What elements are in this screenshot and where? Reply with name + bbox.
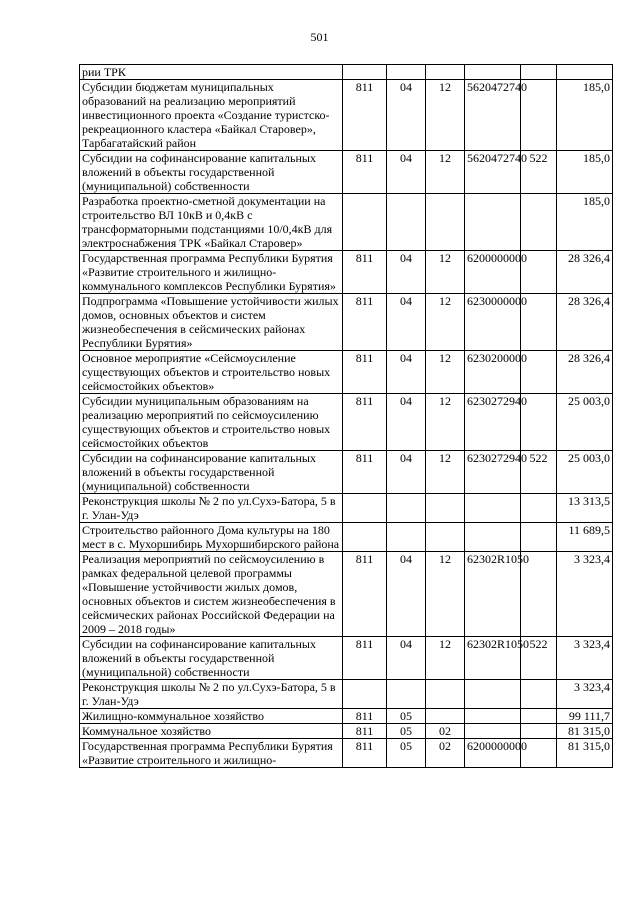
target-article-code: 6230000000 [465,294,521,351]
budget-item-name: Реконструкция школы № 2 по ул.Сухэ-Батора, 5 в г. Улан-Удэ [80,494,343,523]
subsection-code [426,65,465,80]
subsection-code: 12 [426,637,465,680]
amount: 3 323,4 [557,552,613,637]
section-code: 04 [387,294,426,351]
budget-item-name: Основное мероприятие «Сейсмоусиление существующих объектов и строительство новых сейсмостойких объектов» [80,351,343,394]
table-row [80,724,613,739]
subsection-code: 12 [426,552,465,637]
table-row [80,637,613,680]
subsection-code: 02 [426,724,465,739]
section-code [387,65,426,80]
subsection-code: 12 [426,151,465,194]
section-code: 04 [387,637,426,680]
section-code [387,194,426,251]
ministry-code [343,65,387,80]
budget-item-name: Реконструкция школы № 2 по ул.Сухэ-Батора, 5 в г. Улан-Удэ [80,680,343,709]
budget-item-name: Субсидии на софинансирование капитальных вложений в объекты государственной (муниципальной) собственности [80,151,343,194]
budget-item-name: Реализация мероприятий по сейсмоусилению в рамках федеральной целевой программы «Повышение устойчивости жилых домов, основных объектов и систем жизнеобеспечения в сейсмических районах Российской Федерации на 2009 – 2018 годы» [80,552,343,637]
budget-item-name: Разработка проектно-сметной документации на строительство ВЛ 10кВ и 0,4кВ с трансформаторными подстанциями 10/0,4кВ для электроснабжения ТРК «Байкал Старовер» [80,194,343,251]
target-article-code: 62302R1050 [465,637,521,680]
expense-type-code: 522 [521,637,557,680]
table-row [80,739,613,768]
amount: 99 111,7 [557,709,613,724]
section-code: 04 [387,80,426,151]
amount: 25 003,0 [557,451,613,494]
amount: 25 003,0 [557,394,613,451]
ministry-code [343,494,387,523]
section-code: 04 [387,394,426,451]
amount: 28 326,4 [557,251,613,294]
expense-type-code [521,65,557,80]
expense-type-code [521,523,557,552]
amount: 185,0 [557,80,613,151]
target-article-code [465,680,521,709]
target-article-code: 6230272940 [465,394,521,451]
ministry-code: 811 [343,80,387,151]
budget-item-name: Коммунальное хозяйство [80,724,343,739]
amount: 81 315,0 [557,724,613,739]
subsection-code: 12 [426,251,465,294]
ministry-code: 811 [343,394,387,451]
budget-item-name: Строительство районного Дома культуры на 180 мест в с. Мухоршибирь Мухоршибирского района [80,523,343,552]
table-row [80,80,613,151]
amount: 28 326,4 [557,351,613,394]
target-article-code [465,494,521,523]
target-article-code: 62302R1050 [465,552,521,637]
budget-item-name: Субсидии на софинансирование капитальных вложений в объекты государственной (муниципальной) собственности [80,637,343,680]
target-article-code: 6200000000 [465,251,521,294]
subsection-code [426,194,465,251]
budget-item-name: Государственная программа Республики Бурятия «Развитие строительного и жилищно- [80,739,343,768]
ministry-code [343,680,387,709]
section-code [387,494,426,523]
budget-item-name: Жилищно-коммунальное хозяйство [80,709,343,724]
expense-type-code: 522 [521,151,557,194]
page-number: 501 [310,30,329,44]
expense-type-code [521,194,557,251]
target-article-code: 6200000000 [465,739,521,768]
section-code: 05 [387,709,426,724]
subsection-code [426,680,465,709]
target-article-code: 5620472740 [465,151,521,194]
table-row [80,494,613,523]
ministry-code: 811 [343,451,387,494]
subsection-code: 12 [426,294,465,351]
budget-item-name: Субсидии на софинансирование капитальных вложений в объекты государственной (муниципальной) собственности [80,451,343,494]
target-article-code [465,709,521,724]
section-code: 04 [387,552,426,637]
table-row [80,680,613,709]
ministry-code: 811 [343,552,387,637]
amount: 81 315,0 [557,739,613,768]
ministry-code: 811 [343,724,387,739]
target-article-code [465,65,521,80]
amount: 185,0 [557,151,613,194]
ministry-code: 811 [343,294,387,351]
subsection-code: 12 [426,80,465,151]
ministry-code: 811 [343,251,387,294]
target-article-code: 6230272940 [465,451,521,494]
subsection-code: 02 [426,739,465,768]
budget-item-name: Субсидии бюджетам муниципальных образований на реализацию мероприятий инвестиционного проекта «Создание туристско-рекреационного кластера «Байкал Старовер», Тарбагатайский район [80,80,343,151]
table-row [80,451,613,494]
table-row [80,251,613,294]
ministry-code: 811 [343,351,387,394]
target-article-code [465,523,521,552]
target-article-code: 6230200000 [465,351,521,394]
table-row [80,351,613,394]
budget-table [79,64,613,768]
ministry-code [343,523,387,552]
amount [557,65,613,80]
section-code [387,680,426,709]
expense-type-code [521,709,557,724]
target-article-code [465,194,521,251]
table-row [80,552,613,637]
target-article-code: 5620472740 [465,80,521,151]
amount: 185,0 [557,194,613,251]
section-code: 05 [387,724,426,739]
section-code: 04 [387,351,426,394]
expense-type-code: 522 [521,451,557,494]
ministry-code [343,194,387,251]
table-row [80,523,613,552]
ministry-code: 811 [343,637,387,680]
table-row [80,65,613,80]
section-code: 04 [387,451,426,494]
subsection-code: 12 [426,351,465,394]
budget-item-name: рии ТРК [80,65,343,80]
target-article-code [465,724,521,739]
budget-item-name: Подпрограмма «Повышение устойчивости жилых домов, основных объектов и систем жизнеобеспечения в сейсмических районах Республики Бурятия» [80,294,343,351]
budget-item-name: Субсидии муниципальным образованиям на реализацию мероприятий по сейсмоусилению существующих объектов и строительство новых сейсмостойких объектов [80,394,343,451]
amount: 28 326,4 [557,294,613,351]
table-row [80,151,613,194]
table-row [80,194,613,251]
subsection-code: 12 [426,394,465,451]
subsection-code: 12 [426,451,465,494]
subsection-code [426,523,465,552]
ministry-code: 811 [343,151,387,194]
subsection-code [426,494,465,523]
expense-type-code [521,494,557,523]
table-row [80,294,613,351]
section-code: 05 [387,739,426,768]
amount: 3 323,4 [557,637,613,680]
expense-type-code [521,680,557,709]
table-row [80,394,613,451]
amount: 13 313,5 [557,494,613,523]
budget-item-name: Государственная программа Республики Бурятия «Развитие строительного и жилищно-коммунального комплексов Республики Бурятия» [80,251,343,294]
amount: 3 323,4 [557,680,613,709]
amount: 11 689,5 [557,523,613,552]
subsection-code [426,709,465,724]
section-code [387,523,426,552]
table-row [80,709,613,724]
ministry-code: 811 [343,739,387,768]
section-code: 04 [387,251,426,294]
section-code: 04 [387,151,426,194]
ministry-code: 811 [343,709,387,724]
expense-type-code [521,724,557,739]
